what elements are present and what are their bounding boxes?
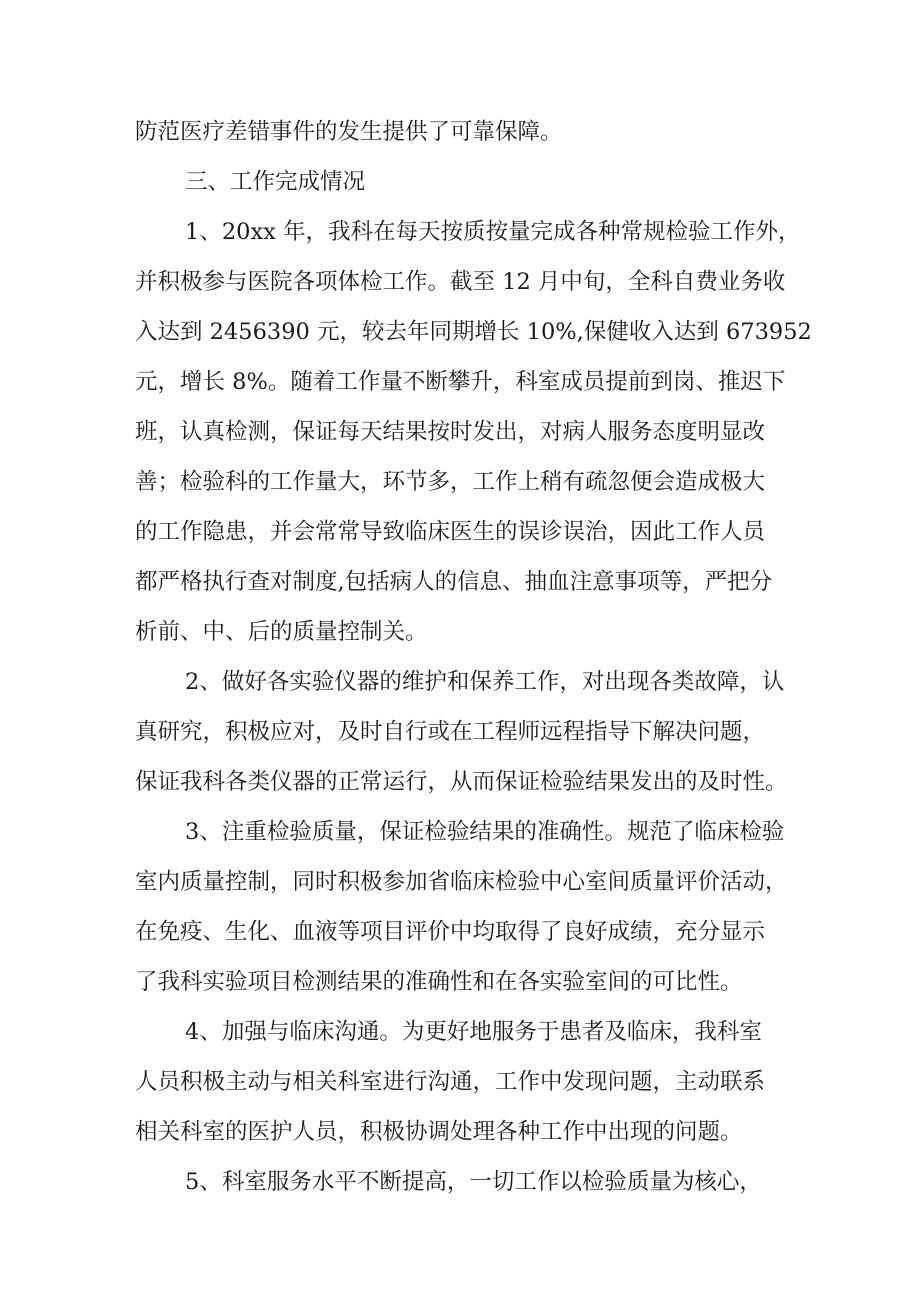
text-line: 都严格执行查对制度,包括病人的信息、抽血注意事项等，严把分	[135, 569, 773, 595]
text-line: 并积极参与医院各项体检工作。截至 12 月中旬，全科自费业务收	[135, 269, 786, 295]
text-line: 析前、中、后的质量控制关。	[135, 619, 428, 645]
text-line: 了我科实验项目检测结果的准确性和在各实验室间的可比性。	[135, 969, 743, 995]
paragraph-2-start: 2、做好各实验仪器的维护和保养工作，对出现各类故障，认	[185, 669, 785, 695]
paragraph-1-start: 1、20xx 年，我科在每天按质按量完成各种常规检验工作外，	[185, 219, 801, 245]
text-line: 的工作隐患，并会常常导致临床医生的误诊误治，因此工作人员	[135, 519, 766, 545]
text-line: 保证我科各类仪器的正常运行，从而保证检验结果发出的及时性。	[135, 769, 788, 795]
text-line: 防范医疗差错事件的发生提供了可靠保障。	[135, 119, 563, 145]
paragraph-4-start: 4、加强与临床沟通。为更好地服务于患者及临床，我科室	[185, 1019, 762, 1045]
text-line: 真研究，积极应对，及时自行或在工程师远程指导下解决问题，	[135, 719, 766, 745]
text-line: 班，认真检测，保证每天结果按时发出，对病人服务态度明显改	[135, 419, 766, 445]
section-heading: 三、工作完成情况	[185, 169, 366, 195]
text-line: 室内质量控制，同时积极参加省临床检验中心室间质量评价活动，	[135, 869, 788, 895]
paragraph-3-start: 3、注重检验质量，保证检验结果的准确性。规范了临床检验	[185, 819, 785, 845]
text-line: 人员积极主动与相关科室进行沟通，工作中发现问题，主动联系	[135, 1069, 766, 1095]
text-line: 入达到 2456390 元，较去年同期增长 10%,保健收入达到 673952	[135, 319, 812, 345]
text-line: 善；检验科的工作量大，环节多，工作上稍有疏忽便会造成极大	[135, 469, 766, 495]
text-line: 相关科室的医护人员，积极协调处理各种工作中出现的问题。	[135, 1119, 743, 1145]
text-line: 元，增长 8%。随着工作量不断攀升，科室成员提前到岗、推迟下	[135, 369, 786, 395]
text-line: 在免疫、生化、血液等项目评价中均取得了良好成绩，充分显示	[135, 919, 766, 945]
paragraph-5-start: 5、科室服务水平不断提高，一切工作以检验质量为核心，	[185, 1169, 762, 1195]
